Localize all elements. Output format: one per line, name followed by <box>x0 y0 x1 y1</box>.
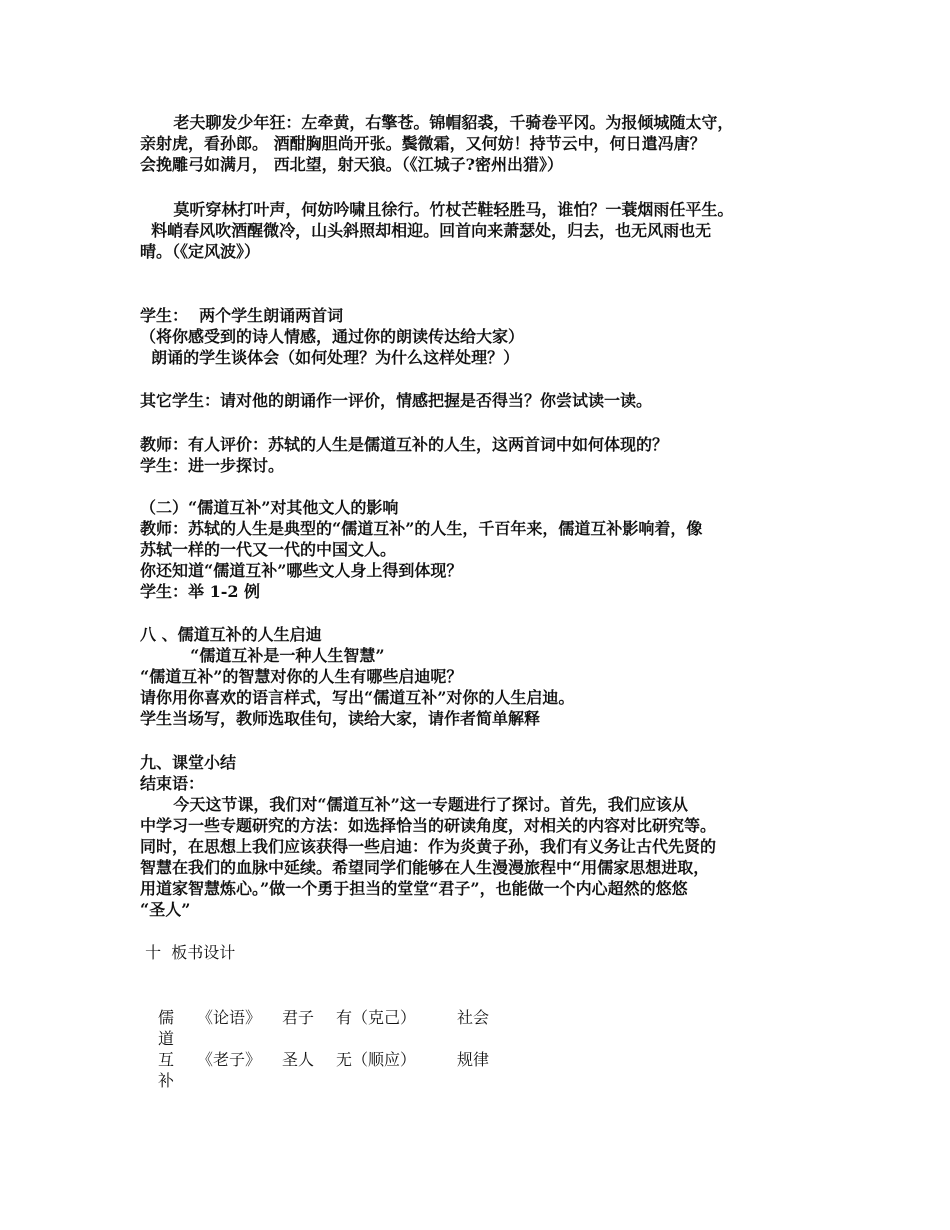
text-line: 其它学生：请对他的朗诵作一评价，情感把握是否得当？你尝试读一读。 <box>140 391 653 410</box>
text-line: 料峭春风吹酒醒微冷，山头斜照却相迎。回首向来萧瑟处，归去，也无风雨也无 <box>140 221 712 240</box>
poem-jiangchengzi <box>140 112 830 175</box>
board-field: 社会 <box>457 1008 490 1027</box>
poem-dingfengbo <box>140 199 830 262</box>
section-8 <box>140 624 830 729</box>
board-attitude: 无（顺应） <box>336 1050 417 1069</box>
text-line: （将你感受到的诗人情感，通过你的朗读传达给大家） <box>140 327 525 346</box>
text-line: 结束语： <box>140 774 205 793</box>
board-char: 儒 <box>158 1008 175 1027</box>
text-line: 中学习一些专题研究的方法：如选择恰当的研读角度，对相关的内容对比研究等。 <box>140 816 717 835</box>
section-heading: 九、课堂小结 <box>140 753 237 772</box>
text-line: 莫听穿林打叶声，何妨吟啸且徐行。竹杖芒鞋轻胜马，谁怕？一蓑烟雨任平生。 <box>140 200 734 219</box>
board-char: 补 <box>158 1071 175 1090</box>
text-line: 朗诵的学生谈体会（如何处理？为什么这样处理？） <box>140 348 520 367</box>
recite-section <box>140 305 830 368</box>
text-line: 亲射虎，看孙郎。 酒酣胸胆尚开张。鬓微霜，又何妨！持节云中，何日遣冯唐？ <box>140 134 706 153</box>
text-line: 用道家智慧炼心。”做一个勇于担当的堂堂“君子”，也能做一个内心超然的悠悠 <box>140 879 688 898</box>
section-10-title <box>140 942 830 963</box>
text-line: 学生：举 1-2 例 <box>140 582 261 601</box>
text-line: 学生：进一步探讨。 <box>140 456 285 475</box>
text-line: 你还知道“儒道互补”哪些文人身上得到体现？ <box>140 561 463 580</box>
board-char: 道 <box>158 1029 175 1048</box>
text-line: “儒道互补”的智慧对你的人生有哪些启迪呢？ <box>140 667 463 686</box>
text-line: 请你用你喜欢的语言样式，写出“儒道互补”对你的人生启迪。 <box>140 688 575 707</box>
text-line: 教师：有人评价：苏轼的人生是儒道互补的人生，这两首词中如何体现的？ <box>140 435 669 454</box>
text-line: “儒道互补是一种人生智慧” <box>140 646 385 665</box>
section-2 <box>140 497 830 602</box>
text-line: 智慧在我们的血脉中延续。希望同学们能够在人生漫漫旅程中“用儒家思想进取， <box>140 858 710 877</box>
board-book: 《老子》 <box>197 1050 262 1069</box>
board-attitude: 有（克己） <box>336 1008 417 1027</box>
text-line: 晴。（《定风波》） <box>140 242 261 261</box>
section-heading: 十 板书设计 <box>140 943 236 962</box>
section-9 <box>140 752 830 920</box>
text-line: 教师：苏轼的人生是典型的“儒道互补”的人生，千百年来，儒道互补影响着，像 <box>140 519 703 538</box>
board-person: 君子 <box>282 1008 315 1027</box>
text-line: 学生当场写，教师选取佳句，读给大家，请作者简单解释 <box>140 709 541 728</box>
teacher-question <box>140 434 830 476</box>
others-evaluate <box>140 390 830 411</box>
board-char: 互 <box>158 1050 175 1069</box>
section-heading: 八 、儒道互补的人生启迪 <box>140 625 322 644</box>
text-line: 会挽雕弓如满月， 西北望，射天狼。（《江城子?密州出猎》） <box>140 155 563 174</box>
text-line: 学生： 两个学生朗诵两首词 <box>140 306 344 325</box>
text-line: 老夫聊发少年狂：左牵黄，右擎苍。锦帽貂裘，千骑卷平冈。为报倾城随太守， <box>140 113 734 132</box>
text-line: 苏轼一样的一代又一代的中国文人。 <box>140 540 397 559</box>
section-heading: （二）“儒道互补”对其他文人的影响 <box>140 498 399 517</box>
board-field: 规律 <box>457 1050 490 1069</box>
text-line: 今天这节课，我们对“儒道互补”这一专题进行了探讨。首先，我们应该从 <box>140 795 688 814</box>
text-line: 同时，在思想上我们应该获得一些启迪：作为炎黄子孙，我们有义务让古代先贤的 <box>140 837 717 856</box>
board-person: 圣人 <box>282 1050 315 1069</box>
board-book: 《论语》 <box>197 1008 262 1027</box>
text-line: “圣人” <box>140 900 191 919</box>
